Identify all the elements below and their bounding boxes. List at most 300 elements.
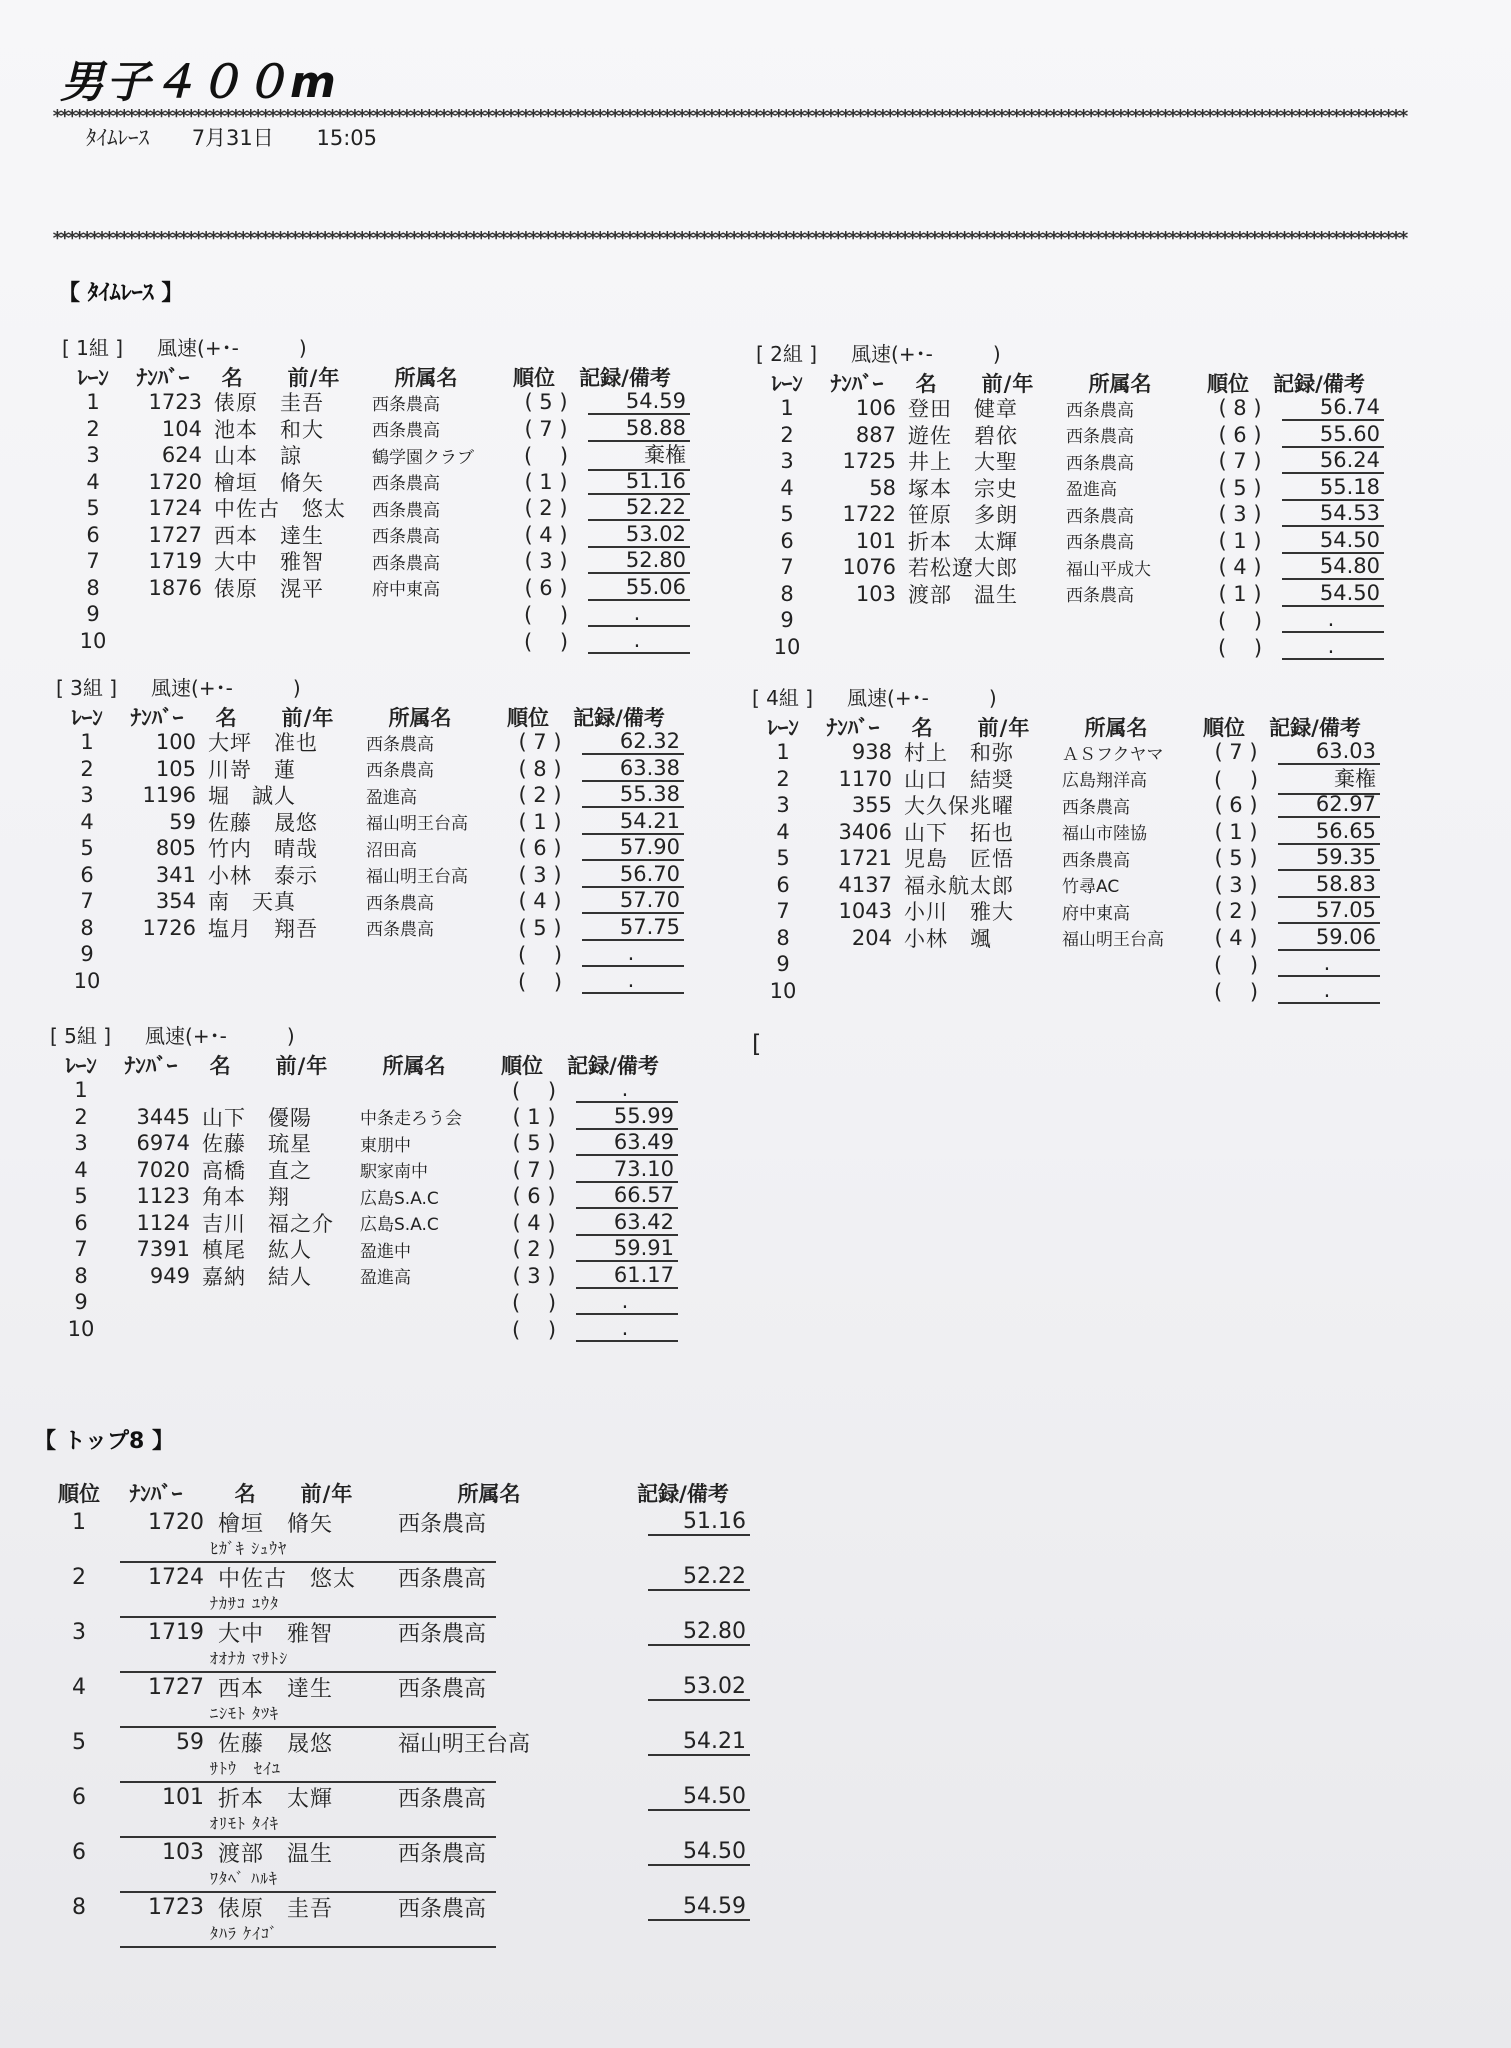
cell-num: 1076 xyxy=(842,555,896,580)
table-row xyxy=(756,607,1384,634)
cell-rank: ( 4 ) xyxy=(1214,925,1258,950)
cell-rank: ( ) xyxy=(1217,609,1263,634)
cell-name: 竹内 晴哉 xyxy=(208,837,318,862)
table-row xyxy=(756,581,1384,608)
cell-record: 56.24 xyxy=(1282,448,1384,474)
top8-cell-num: 1727 xyxy=(148,1674,204,1700)
cell-team: 中条走ろう会 xyxy=(360,1109,462,1130)
cell-name: 村上 和弥 xyxy=(904,741,1014,766)
top8-cell-name: 折本 太輝 xyxy=(218,1786,334,1812)
cell-team: 広島S.A.C xyxy=(360,1215,439,1236)
top8-row-main xyxy=(50,1673,750,1701)
cell-lane: 6 xyxy=(86,522,100,547)
cell-name: 渡部 温生 xyxy=(908,582,1018,607)
cell-num: 1170 xyxy=(838,766,892,791)
top8-cell-name: 佐藤 晟悠 xyxy=(218,1731,334,1757)
cell-record: . xyxy=(1282,634,1384,660)
top8-cell-num: 1719 xyxy=(148,1619,204,1645)
heat-header xyxy=(756,338,1384,368)
cell-lane: 4 xyxy=(780,475,794,500)
cell-num: 949 xyxy=(149,1263,190,1288)
column-name: 名 前/年 xyxy=(209,1054,329,1078)
cell-team: 西条農高 xyxy=(372,500,440,521)
cell-record: 54.80 xyxy=(1282,554,1384,580)
cell-record: 63.38 xyxy=(582,756,684,782)
cell-lane: 8 xyxy=(74,1263,88,1288)
column-rank: 順位 xyxy=(507,706,549,730)
cell-rank: ( ) xyxy=(511,1291,557,1316)
cell-num: 101 xyxy=(855,528,896,553)
top8-cell-kana: ﾆｼﾓﾄ ﾀﾂｷ xyxy=(210,1704,280,1723)
wind-label: 風速(+･- ) xyxy=(157,336,307,360)
heat-header xyxy=(50,1020,678,1050)
top8-header xyxy=(50,1478,750,1508)
section-top8: 【 トップ8 】 xyxy=(34,1429,174,1454)
heat-column-headers xyxy=(756,368,1384,395)
cell-name: 福永航太郎 xyxy=(904,873,1014,898)
top8-cell-name: 大中 雅智 xyxy=(218,1621,334,1647)
cell-rank: ( 7 ) xyxy=(1218,449,1262,474)
cell-team: 盈進中 xyxy=(360,1241,411,1262)
cell-lane: 2 xyxy=(776,766,790,791)
cell-lane: 6 xyxy=(780,528,794,553)
column-team: 所属名 xyxy=(1084,716,1148,740)
top8-row-underline xyxy=(120,1946,496,1948)
cell-name: 小川 雅大 xyxy=(904,900,1014,925)
table-row xyxy=(756,501,1384,528)
cell-record: 52.80 xyxy=(588,548,690,574)
cell-num: 1720 xyxy=(148,469,202,494)
cell-team: 西条農高 xyxy=(366,920,434,941)
cell-rank: ( 6 ) xyxy=(1218,422,1262,447)
column-record: 記録/備考 xyxy=(1269,716,1361,740)
top8-col-name: 名 前/年 xyxy=(234,1482,354,1506)
cell-team: 福山平成大 xyxy=(1066,559,1151,580)
cell-rank: ( 5 ) xyxy=(518,915,562,940)
cell-team: 府中東高 xyxy=(1062,903,1130,924)
cell-num: 1876 xyxy=(148,575,202,600)
table-row xyxy=(62,416,690,443)
top8-cell-num: 101 xyxy=(162,1784,204,1810)
cell-name: 若松遼大郎 xyxy=(908,556,1018,581)
wind-label: 風速(+･- ) xyxy=(847,686,997,710)
heat-column-headers xyxy=(56,702,684,729)
cell-name: 佐藤 晟悠 xyxy=(208,810,318,835)
top8-row xyxy=(50,1673,750,1728)
column-num: ﾅﾝﾊﾞｰ xyxy=(136,366,190,390)
table-row xyxy=(50,1077,678,1104)
cell-rank: ( 3 ) xyxy=(512,1263,556,1288)
wind-label: 風速(+･- ) xyxy=(151,676,301,700)
column-num: ﾅﾝﾊﾞｰ xyxy=(130,706,184,730)
cell-rank: ( 6 ) xyxy=(1214,793,1258,818)
cell-lane: 2 xyxy=(80,756,94,781)
cell-name: 小林 颯 xyxy=(904,926,992,951)
column-lane: ﾚｰﾝ xyxy=(65,1054,97,1078)
cell-record: 61.17 xyxy=(576,1263,678,1289)
cell-num: 3406 xyxy=(838,819,892,844)
cell-team: 西条農高 xyxy=(1066,586,1134,607)
top8-row-main xyxy=(50,1838,750,1866)
cell-name: 堀 誠人 xyxy=(208,784,296,809)
top8-cell-record: 54.50 xyxy=(648,1839,750,1866)
heat-header xyxy=(62,332,690,362)
cell-record: . xyxy=(576,1316,678,1342)
cell-lane: 3 xyxy=(780,449,794,474)
table-row xyxy=(56,888,684,915)
cell-team: 西条農高 xyxy=(1066,453,1134,474)
top8-row xyxy=(50,1893,750,1948)
top8-col-team: 所属名 xyxy=(457,1482,521,1506)
cell-record: 棄権 xyxy=(588,439,690,471)
table-row xyxy=(56,782,684,809)
table-row xyxy=(756,448,1384,475)
cell-rank: ( 6 ) xyxy=(524,575,568,600)
table-row xyxy=(62,442,690,469)
cell-rank: ( ) xyxy=(1213,979,1259,1004)
cell-num: 7391 xyxy=(136,1237,190,1262)
cell-name: 大久保兆曜 xyxy=(904,794,1014,819)
column-rank: 順位 xyxy=(513,366,555,390)
cell-record: . xyxy=(1282,607,1384,633)
cell-num: 7020 xyxy=(136,1157,190,1182)
cell-record: 57.90 xyxy=(582,835,684,861)
cell-record: . xyxy=(582,968,684,994)
cell-lane: 5 xyxy=(80,836,94,861)
cell-rank: ( 3 ) xyxy=(518,862,562,887)
cell-lane: 5 xyxy=(780,502,794,527)
cell-num: 1725 xyxy=(842,449,896,474)
cell-rank: ( ) xyxy=(1213,767,1259,792)
cell-lane: 5 xyxy=(776,846,790,871)
empty-heat-bracket: [ xyxy=(752,1030,762,1058)
cell-lane: 9 xyxy=(74,1290,88,1315)
table-row xyxy=(56,862,684,889)
cell-team: 広島翔洋高 xyxy=(1062,771,1147,792)
cell-lane: 2 xyxy=(74,1104,88,1129)
top8-cell-rank: 1 xyxy=(72,1509,86,1535)
top8-row xyxy=(50,1508,750,1563)
cell-num: 1727 xyxy=(148,522,202,547)
cell-team: 府中東高 xyxy=(372,580,440,601)
section-timerace: 【 ﾀｲﾑﾚｰｽ 】 xyxy=(58,281,184,306)
cell-num: 59 xyxy=(169,809,196,834)
cell-lane: 10 xyxy=(73,968,101,993)
cell-rank: ( 8 ) xyxy=(518,756,562,781)
top8-cell-rank: 6 xyxy=(72,1839,86,1865)
cell-name: 遊佐 碧依 xyxy=(908,423,1018,448)
cell-num: 100 xyxy=(155,730,196,755)
cell-num: 105 xyxy=(155,756,196,781)
cell-team: 広島S.A.C xyxy=(360,1188,439,1209)
cell-num: 1196 xyxy=(142,783,196,808)
cell-name: 井上 大聖 xyxy=(908,450,1018,475)
cell-record: 53.02 xyxy=(588,522,690,548)
cell-name: 塩月 翔吾 xyxy=(208,916,318,941)
table-row xyxy=(62,389,690,416)
cell-lane: 7 xyxy=(74,1237,88,1262)
cell-num: 805 xyxy=(155,836,196,861)
top8-cell-team: 西条農高 xyxy=(398,1511,487,1537)
cell-rank: ( 1 ) xyxy=(1214,819,1258,844)
cell-lane: 3 xyxy=(86,443,100,468)
column-lane: ﾚｰﾝ xyxy=(771,372,803,396)
cell-name: 檜垣 脩矢 xyxy=(214,470,324,495)
cell-rank: ( 5 ) xyxy=(512,1131,556,1156)
cell-record: 59.35 xyxy=(1278,845,1380,871)
cell-lane: 9 xyxy=(780,608,794,633)
top8-cell-rank: 6 xyxy=(72,1784,86,1810)
cell-team: 西条農高 xyxy=(1062,797,1130,818)
cell-record: 58.83 xyxy=(1278,872,1380,898)
column-num: ﾅﾝﾊﾞｰ xyxy=(826,716,880,740)
cell-lane: 9 xyxy=(86,602,100,627)
cell-rank: ( 4 ) xyxy=(512,1210,556,1235)
top8-cell-kana: ﾋｶﾞｷ ｼｭｳﾔ xyxy=(210,1539,288,1558)
column-name: 名 前/年 xyxy=(915,372,1035,396)
cell-rank: ( 2 ) xyxy=(1214,899,1258,924)
cell-name: 山口 結奨 xyxy=(904,767,1014,792)
table-row xyxy=(62,469,690,496)
cell-record: 58.88 xyxy=(588,416,690,442)
cell-team: 西条農高 xyxy=(372,527,440,548)
top8-cell-team: 西条農高 xyxy=(398,1896,487,1922)
cell-name: 折本 太輝 xyxy=(908,529,1018,554)
cell-rank: ( 3 ) xyxy=(1214,872,1258,897)
table-row xyxy=(62,575,690,602)
column-record: 記録/備考 xyxy=(573,706,665,730)
heat-block xyxy=(756,338,1384,660)
top8-cell-record: 51.16 xyxy=(648,1509,750,1536)
cell-name: 西本 達生 xyxy=(214,523,324,548)
cell-lane: 5 xyxy=(74,1184,88,1209)
cell-record: 56.70 xyxy=(582,862,684,888)
cell-name: 塚本 宗史 xyxy=(908,476,1018,501)
top8-cell-rank: 2 xyxy=(72,1564,86,1590)
top8-cell-kana: ｻﾄｳ ｾｲﾕ xyxy=(210,1759,282,1778)
top8-rows xyxy=(50,1508,750,1948)
top8-cell-rank: 4 xyxy=(72,1674,86,1700)
cell-rank: ( 3 ) xyxy=(524,549,568,574)
heat-block xyxy=(752,682,1380,1004)
race-meta xyxy=(86,122,413,152)
cell-record: 54.59 xyxy=(588,389,690,415)
cell-record: 63.49 xyxy=(576,1130,678,1156)
table-row xyxy=(62,628,690,655)
table-row xyxy=(50,1130,678,1157)
cell-num: 1043 xyxy=(838,899,892,924)
heat-group-label: [ 4組 ] xyxy=(752,686,814,710)
table-row xyxy=(50,1104,678,1131)
cell-record: 55.60 xyxy=(1282,422,1384,448)
table-row xyxy=(62,548,690,575)
cell-team: ＡＳフクヤマ xyxy=(1062,744,1164,765)
top8-cell-num: 59 xyxy=(176,1729,204,1755)
cell-rank: ( 1 ) xyxy=(1218,528,1262,553)
cell-team: 西条農高 xyxy=(366,734,434,755)
cell-lane: 10 xyxy=(769,978,797,1003)
table-row xyxy=(752,792,1380,819)
cell-lane: 8 xyxy=(86,575,100,600)
top8-cell-name: 西本 達生 xyxy=(218,1676,334,1702)
top8-cell-kana: ﾜﾀﾍﾞ ﾊﾙｷ xyxy=(210,1869,279,1888)
cell-num: 204 xyxy=(851,925,892,950)
cell-num: 624 xyxy=(161,443,202,468)
heat-group-label: [ 1組 ] xyxy=(62,336,124,360)
top8-col-rank: 順位 xyxy=(58,1482,100,1506)
top8-col-record: 記録/備考 xyxy=(637,1482,729,1506)
cell-record: 56.65 xyxy=(1278,819,1380,845)
table-row xyxy=(756,475,1384,502)
cell-record: . xyxy=(576,1077,678,1103)
cell-team: 西条農高 xyxy=(372,553,440,574)
cell-lane: 4 xyxy=(86,469,100,494)
cell-record: 63.03 xyxy=(1278,739,1380,765)
table-row xyxy=(62,601,690,628)
table-row xyxy=(56,835,684,862)
table-row xyxy=(756,528,1384,555)
heat-block xyxy=(50,1020,678,1342)
table-row xyxy=(752,978,1380,1005)
cell-team: 盈進高 xyxy=(1066,480,1117,501)
cell-rank: ( 2 ) xyxy=(512,1237,556,1262)
cell-team: 西条農高 xyxy=(1066,427,1134,448)
top8-cell-team: 福山明王台高 xyxy=(398,1731,531,1757)
cell-lane: 6 xyxy=(74,1210,88,1235)
cell-rank: ( 6 ) xyxy=(518,836,562,861)
top8-cell-kana: ﾅｶｻｺ ﾕｳﾀ xyxy=(210,1594,280,1613)
cell-record: 62.97 xyxy=(1278,792,1380,818)
cell-name: 大坪 准也 xyxy=(208,731,318,756)
table-row xyxy=(56,809,684,836)
cell-rank: ( 1 ) xyxy=(518,809,562,834)
cell-name: 山本 諒 xyxy=(214,444,302,469)
cell-num: 1123 xyxy=(136,1184,190,1209)
cell-name: 山下 拓也 xyxy=(904,820,1014,845)
cell-num: 58 xyxy=(869,475,896,500)
wind-label: 風速(+･- ) xyxy=(851,342,1001,366)
cell-rank: ( 1 ) xyxy=(1218,581,1262,606)
table-row xyxy=(756,395,1384,422)
heat-block xyxy=(56,672,684,994)
column-name: 名 前/年 xyxy=(215,706,335,730)
cell-name: 児島 匠悟 xyxy=(904,847,1014,872)
cell-num: 1721 xyxy=(838,846,892,871)
cell-rank: ( 7 ) xyxy=(524,416,568,441)
cell-team: 西条農高 xyxy=(372,394,440,415)
column-lane: ﾚｰﾝ xyxy=(767,716,799,740)
cell-record: . xyxy=(588,628,690,654)
cell-rank: ( 4 ) xyxy=(524,522,568,547)
cell-name: 嘉納 結人 xyxy=(202,1264,312,1289)
cell-rank: ( 2 ) xyxy=(518,783,562,808)
cell-rank: ( 5 ) xyxy=(524,390,568,415)
top8-row-main xyxy=(50,1728,750,1756)
table-row xyxy=(752,872,1380,899)
cell-rank: ( 1 ) xyxy=(512,1104,556,1129)
cell-team: 東朋中 xyxy=(360,1135,411,1156)
cell-rank: ( ) xyxy=(511,1079,557,1104)
table-row xyxy=(752,898,1380,925)
table-row xyxy=(50,1210,678,1237)
cell-name: 高橋 直之 xyxy=(202,1158,312,1183)
cell-lane: 8 xyxy=(80,915,94,940)
cell-rank: ( ) xyxy=(517,943,563,968)
table-row xyxy=(50,1157,678,1184)
cell-lane: 7 xyxy=(86,549,100,574)
cell-record: 56.74 xyxy=(1282,395,1384,421)
cell-team: 西条農高 xyxy=(366,893,434,914)
cell-name: 中佐古 悠太 xyxy=(214,497,346,522)
cell-lane: 8 xyxy=(780,581,794,606)
cell-name: 笹原 多朗 xyxy=(908,503,1018,528)
cell-lane: 4 xyxy=(776,819,790,844)
cell-record: 66.57 xyxy=(576,1183,678,1209)
column-rank: 順位 xyxy=(501,1054,543,1078)
cell-record: 54.21 xyxy=(582,809,684,835)
top8-cell-team: 西条農高 xyxy=(398,1841,487,1867)
table-row xyxy=(752,951,1380,978)
cell-rank: ( 2 ) xyxy=(524,496,568,521)
cell-lane: 3 xyxy=(80,783,94,808)
top8-row-main xyxy=(50,1618,750,1646)
cell-lane: 1 xyxy=(776,740,790,765)
cell-record: 棄権 xyxy=(1278,763,1380,795)
top8-cell-record: 52.80 xyxy=(648,1619,750,1646)
separator-bottom: ************************************************************************************************************************************************************************************** xyxy=(52,228,1406,249)
cell-record: . xyxy=(1278,951,1380,977)
table-row xyxy=(56,968,684,995)
cell-name: 山下 優陽 xyxy=(202,1105,312,1130)
top8-cell-rank: 5 xyxy=(72,1729,86,1755)
cell-rank: ( ) xyxy=(523,629,569,654)
cell-num: 341 xyxy=(155,862,196,887)
cell-record: 63.42 xyxy=(576,1210,678,1236)
cell-record: 59.91 xyxy=(576,1236,678,1262)
top8-cell-kana: ｵｵﾅｶ ﾏｻﾄｼ xyxy=(210,1649,289,1668)
cell-num: 103 xyxy=(855,581,896,606)
cell-rank: ( 7 ) xyxy=(518,730,562,755)
heat-header xyxy=(56,672,684,702)
cell-record: 54.53 xyxy=(1282,501,1384,527)
cell-record: 55.06 xyxy=(588,575,690,601)
cell-team: 竹尋AC xyxy=(1062,877,1120,898)
cell-lane: 7 xyxy=(776,899,790,924)
cell-rank: ( 4 ) xyxy=(518,889,562,914)
table-row xyxy=(50,1183,678,1210)
table-row xyxy=(752,766,1380,793)
cell-num: 1719 xyxy=(148,549,202,574)
cell-team: 西条農高 xyxy=(1062,850,1130,871)
cell-num: 1723 xyxy=(148,390,202,415)
table-row xyxy=(62,522,690,549)
top8-col-num: ﾅﾝﾊﾞｰ xyxy=(129,1482,183,1506)
table-row xyxy=(56,729,684,756)
top8-cell-record: 54.59 xyxy=(648,1894,750,1921)
cell-lane: 6 xyxy=(776,872,790,897)
top8-row-main xyxy=(50,1508,750,1536)
heat-header xyxy=(752,682,1380,712)
top8-cell-name: 渡部 温生 xyxy=(218,1841,334,1867)
top8-cell-name: 檜垣 脩矢 xyxy=(218,1511,334,1537)
cell-record: . xyxy=(582,941,684,967)
column-lane: ﾚｰﾝ xyxy=(77,366,109,390)
cell-team: 福山明王台高 xyxy=(366,867,468,888)
table-row xyxy=(56,941,684,968)
column-team: 所属名 xyxy=(1088,372,1152,396)
cell-num: 4137 xyxy=(838,872,892,897)
cell-team: 盈進高 xyxy=(360,1268,411,1289)
